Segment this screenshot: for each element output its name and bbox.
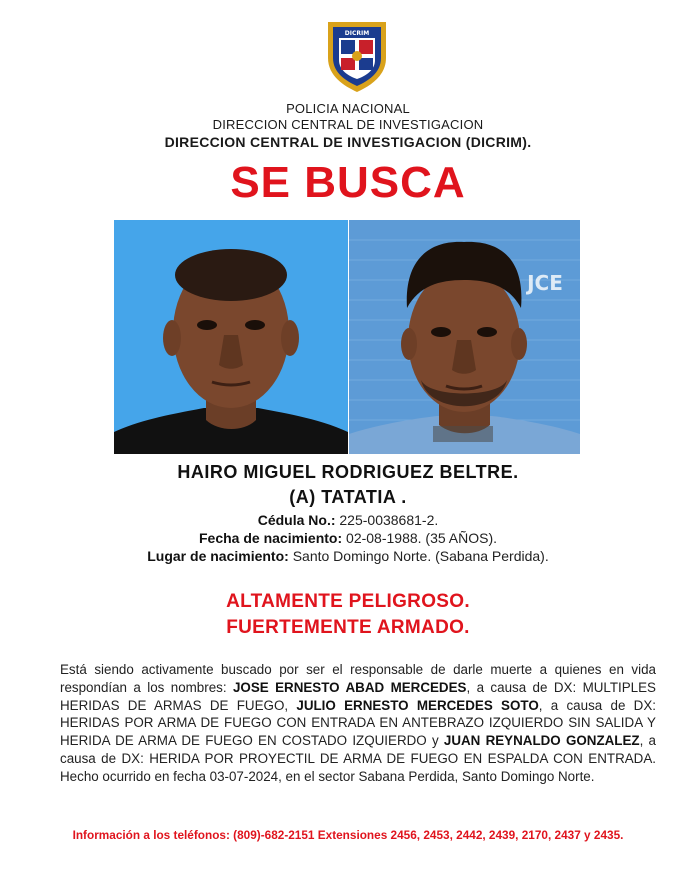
- dicrim-badge-logo: [322, 18, 392, 94]
- victim-name: JOSE ERNESTO ABAD MERCEDES: [232, 679, 467, 695]
- victim-name: JULIO ERNESTO MERCEDES SOTO: [296, 697, 539, 713]
- jce-watermark: JCE: [527, 271, 563, 295]
- warning-dangerous: ALTAMENTE PELIGROSO.: [226, 591, 470, 612]
- contact-phones: Información a los teléfonos: (809)-682-2151 Extensiones 2456, 2453, 2442, 2439, 2170, 2437 y 2435.: [72, 828, 624, 842]
- birthdate-row: [0, 530, 696, 546]
- case-description: Está siendo activamente buscado por ser el responsable de darle muerte a quienes en vida respondían a los nombres: JOSE ERNESTO ABAD MERCEDES, a causa de DX: MULTIPLES HERIDAS DE ARMAS DE FUEGO, JULIO ERNESTO MERCEDES SOTO, a causa de DX: HERIDAS POR ARMA DE FUEGO CON ENTRADA EN ANTEBRAZO IZQUIERDO SIN SALIDA Y HERIDA DE ARMA DE FUEGO EN COSTADO IZQUIERDO y JUAN REYNALDO GONZALEZ, a causa de DX: HERIDA POR PROYECTIL DE ARMA DE FUEGO EN ESPALDA CON ENTRADA. Hecho ocurrido en fecha 03-07-2024, en el sector Sabana Perdida, Santo Domingo Norte.: [60, 662, 657, 784]
- warning-armed: FUERTEMENTE ARMADO.: [226, 617, 470, 638]
- suspect-name: HAIRO MIGUEL RODRIGUEZ BELTRE.: [177, 462, 519, 482]
- birthdate-label: Fecha de nacimiento:: [198, 530, 343, 546]
- suspect-photo-id-card: [349, 220, 580, 454]
- suspect-alias: (A) TATATIA .: [289, 487, 407, 507]
- header-department: DIRECCION CENTRAL DE INVESTIGACION: [212, 117, 484, 132]
- birthdate-value: 02-08-1988. (35 AÑOS).: [346, 530, 498, 546]
- cedula-label: Cédula No.:: [257, 512, 336, 528]
- birthplace-row: [0, 548, 696, 564]
- suspect-photo-front: [114, 220, 348, 454]
- cedula-value: 225-0038681-2.: [339, 512, 439, 528]
- cedula-row: [0, 512, 696, 528]
- header-institution: POLICIA NACIONAL: [286, 101, 410, 116]
- svg-text:DICRIM: DICRIM: [344, 30, 370, 37]
- birthplace-label: Lugar de nacimiento:: [147, 548, 289, 564]
- header-department-acronym: DIRECCION CENTRAL DE INVESTIGACION (DICRIM).: [164, 134, 532, 150]
- poster-title: SE BUSCA: [230, 158, 466, 207]
- birthplace-value: Santo Domingo Norte. (Sabana Perdida).: [292, 548, 549, 564]
- victim-name: JUAN REYNALDO GONZALEZ: [443, 733, 640, 749]
